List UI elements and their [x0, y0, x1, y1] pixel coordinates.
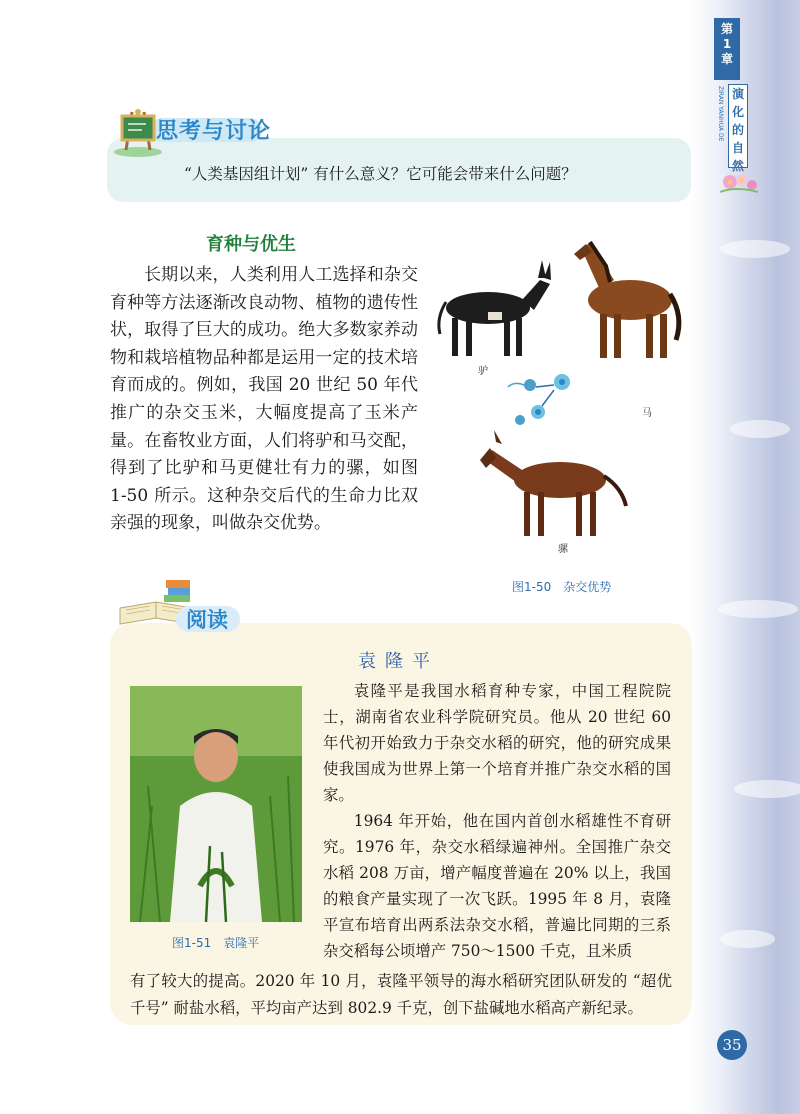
discussion-heading: 思考与讨论 — [156, 119, 272, 144]
reading-heading: 阅读 — [186, 608, 228, 632]
donkey-label: 驴 — [478, 366, 488, 377]
mule-image — [480, 430, 626, 536]
chapter-tab-char: 第 — [720, 22, 733, 36]
figure-1-50-caption: 图1-50 杂交优势 — [512, 580, 612, 594]
reading-paragraph-2: 1964 年开始，他在国内首创水稻雄性不育研究。1976 年，杂交水稻绿遍神州。全国推广杂交水稻 208 万亩，增产幅度普遍在 20% 以上，我国的粮食产量实现了一次飞跃。1995 年 8 月，袁隆平宣布培育出两系法杂交水稻，普遍比同期的三系杂交稻每公顷增产 750～1500 千克，且米质 — [323, 812, 671, 960]
chapter-title — [728, 84, 748, 173]
mule-label: 骡 — [558, 544, 568, 555]
chapter-title-char: 然 — [731, 159, 744, 173]
chapter-title-char: 化 — [731, 105, 744, 119]
page-number: 35 — [717, 1030, 747, 1060]
chapter-title-char: 演 — [731, 87, 744, 101]
horse-image — [574, 242, 679, 358]
yuan-longping-photo — [130, 686, 302, 922]
reading-paragraph-3: 有了较大的提高。2020 年 10 月，袁隆平领导的海水稻研究团队研发的 “超优千号” 耐盐水稻，平均亩产达到 802.9 千克，创下盐碱地水稻高产新纪录。 — [130, 972, 672, 1017]
section-body-text: 长期以来，人类利用人工选择和杂交育种等方法逐渐改良动物、植物的遗传性状，取得了巨大的成功。绝大多数家养动物和栽培植物品种都是运用一定的技术培育而成的。例如，我国 20 世纪 50 年代推广的杂交玉米，大幅度提高了玉米产量。在畜牧业方面，人们将驴和马交配，得到了比驴和马更健壮有力的骡，如图 1-50 所示。这种杂交后代的生命力比双亲强的现象，叫做杂交优势。 — [110, 265, 418, 534]
flower-icon — [716, 168, 762, 198]
figure-1-51-caption: 图1-51 袁隆平 — [172, 936, 260, 950]
chapter-tab-char: 1 — [722, 37, 732, 51]
chapter-tab — [714, 18, 740, 80]
hybrid-vigor-figure — [430, 230, 690, 560]
horse-label: 马 — [642, 408, 652, 419]
reading-title: 袁隆平 — [358, 651, 439, 672]
section-title: 育种与优生 — [206, 234, 296, 255]
discussion-question: “人类基因组计划” 有什么意义？它可能会带来什么问题？ — [184, 165, 577, 183]
chapter-title-char: 自 — [731, 141, 744, 155]
chapter-pinyin: ZIRAN YANHUA DE — [717, 86, 724, 142]
gamete-cells-diagram — [508, 374, 570, 425]
chapter-tab-char: 章 — [720, 52, 733, 66]
donkey-image — [439, 260, 551, 356]
chapter-title-char: 的 — [731, 123, 744, 137]
animals-illustration — [430, 230, 690, 560]
reading-paragraph-1: 袁隆平是我国水稻育种专家，中国工程院院士，湖南省农业科学院研究员。他从 20 世纪 60 年代初开始致力于杂交水稻的研究，他的研究成果使我国成为世界上第一个培育并推广杂交水稻的国家。 — [323, 682, 671, 804]
